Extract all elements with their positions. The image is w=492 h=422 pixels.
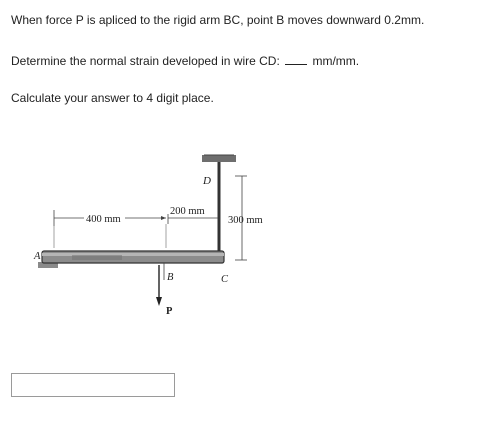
question-units: mm/mm.	[312, 54, 360, 68]
answer-blank	[285, 54, 307, 65]
label-a: A	[34, 251, 41, 262]
label-b: B	[167, 272, 174, 283]
label-d: D	[203, 175, 211, 187]
answer-input[interactable]	[11, 373, 175, 397]
ceiling-support	[202, 155, 236, 162]
dim-cd-label: 300 mm	[228, 215, 263, 226]
label-c: C	[221, 274, 229, 285]
question-instruction: Calculate your answer to 4 digit place.	[11, 91, 214, 105]
question-prompt	[11, 54, 359, 68]
dim-bc-label: 200 mm	[170, 206, 205, 217]
question-prompt-text: Determine the normal strain developed in wire CD:	[11, 54, 280, 68]
question-text: When force P is apliced to the rigid arm BC, point B moves downward 0.2mm.	[11, 13, 425, 27]
label-p: P	[166, 306, 173, 317]
rigid-arm	[42, 251, 224, 263]
mechanics-figure	[32, 152, 280, 322]
dim-ab-label: 400 mm	[86, 214, 121, 225]
